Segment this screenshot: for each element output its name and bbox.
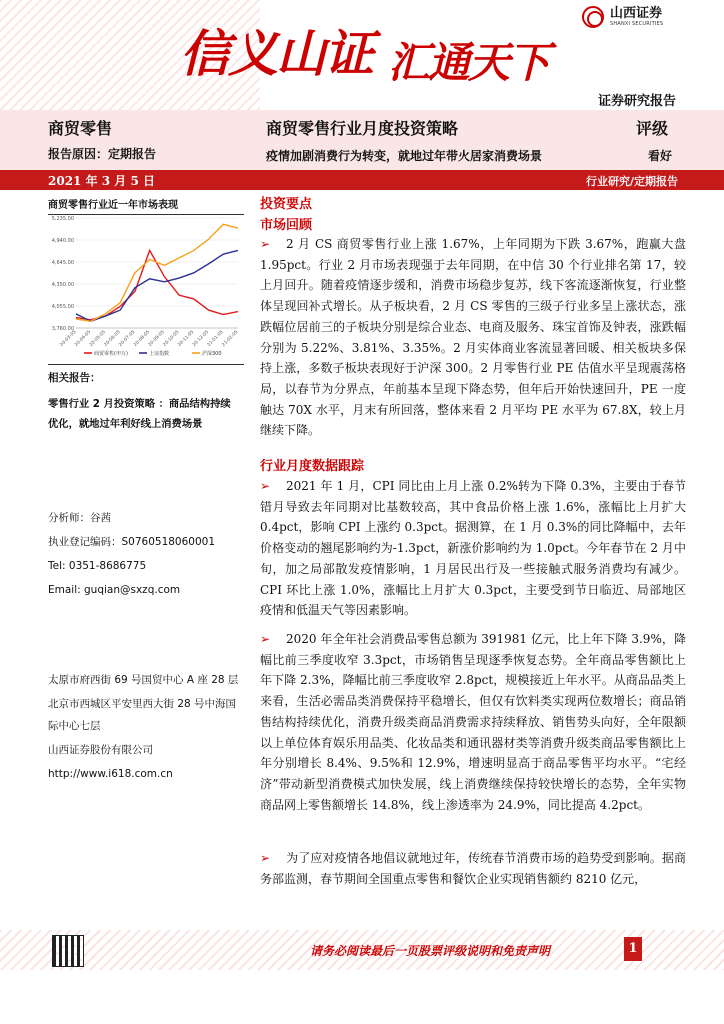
- y-tick-label: 5,235.00: [51, 216, 74, 222]
- report-title: 商贸零售行业月度投资策略: [266, 119, 459, 138]
- paragraph-text: 为了应对疫情各地倡议就地过年，传统春节消费市场的趋势受到影响。据商务部监测，春节期间全国重点零售和餐饮企业实现销售额约 8210 亿元，: [260, 851, 686, 886]
- x-tick-label: 20-04-05: [74, 329, 93, 348]
- disclaimer[interactable]: 请务必阅读最后一页股票评级说明和免责声明: [310, 944, 551, 958]
- triangle-right-icon: ➢: [260, 237, 271, 251]
- logo-name-en: SHANXI SECURITIES: [610, 21, 664, 27]
- market-performance-chart: [44, 210, 244, 360]
- x-tick-label: 21-02-05: [221, 329, 240, 348]
- related-report-line-1[interactable]: 零售行业 2 月投资策略 ：商品结构持续: [48, 398, 231, 410]
- triangle-right-icon: ➢: [260, 479, 271, 493]
- x-tick-label: 20-03-05: [59, 329, 78, 348]
- y-tick-label: 4,055.00: [51, 304, 74, 310]
- x-tick-label: 20-11-05: [177, 329, 196, 348]
- page-number: 1: [624, 937, 642, 961]
- x-tick-label: 20-05-05: [88, 329, 107, 348]
- legend-label: 上证指数: [149, 351, 170, 357]
- series-line: [76, 250, 238, 321]
- rating-label: 评级: [636, 119, 669, 138]
- address-line: 北京市西城区平安里西大街 28 号中海国: [48, 698, 237, 710]
- analyst-name: 分析师：谷茜: [48, 512, 111, 524]
- y-tick-label: 4,645.00: [51, 260, 74, 266]
- x-tick-label: 20-08-05: [133, 329, 152, 348]
- report-reason: 报告原因：定期报告: [48, 147, 157, 161]
- paragraph-retail-sales: [260, 629, 686, 815]
- slogan-primary: 信义山证: [180, 24, 372, 83]
- paragraph-text: 2 月 CS 商贸零售行业上涨 1.67%，上年同期为下跌 3.67%，跑赢大盘 1.95pct。行业 2 月市场表现强于去年同期，在中信 30 个行业排名第 17，较上月回升。随着疫情逐步缓和，消费市场稳步复苏，线下客流逐渐恢复，行业整体呈现回补式增长。从子板块看，2 月 CS 零售的三级子行业多呈上涨状态，涨跌幅位居前三的子板块分别是综合业态、电商及服务、珠宝首饰及钟表，涨跌幅分别为 5.22%、3.81%、3.35%。2 月实体商业客流显著回暖、相关板块多保持上涨，多数子板块表现好于沪深 300。2 月零售行业 PE 估值水平呈现震荡格局，以春节为分界点，年前基本呈现下降态势，但年后开始快速回升，PE 一度触达 70X 水平，月末有所回落，整体来看 2 月平均 PE 水平为 67.8X，较上月继续下降。: [260, 237, 686, 438]
- analyst-email[interactable]: Email: guqian@sxzq.com: [48, 584, 181, 596]
- legend-label: 沪深300: [202, 351, 222, 357]
- triangle-right-icon: ➢: [260, 851, 271, 865]
- y-tick-label: 4,940.00: [51, 238, 74, 244]
- triangle-right-icon: ➢: [260, 632, 271, 646]
- series-line: [76, 224, 238, 321]
- related-reports-label: 相关报告：: [48, 372, 101, 384]
- y-tick-label: 4,350.00: [51, 282, 74, 288]
- section-heading: 投资要点: [260, 197, 313, 212]
- paragraph-market-review: [260, 234, 686, 441]
- x-tick-label: 20-12-05: [191, 329, 210, 348]
- paragraph-text: 2021 年 1 月，CPI 同比由上月上涨 0.2%转为下降 0.3%，主要由于春节错月导致去年同期对比基数较高，其中食品价格上涨 1.6%，涨幅比上月扩大 0.4pct，影响 CPI 上涨约 0.3pct。据测算，在 1 月 0.3%的同比降幅中，去年价格变动的翘尾影响约为-1.3pct，新涨价影响约为 1.0pct。今年春节在 2 月中旬，加之局部散发疫情影响，1 月居民出行及一些接触式服务消费均有减少。CPI 环比上涨 1.0%，涨幅比上月扩大 0.3pct，主要受到节日临近、局部地区疫情和低温天气等因素影响。: [260, 479, 686, 618]
- paragraph-text: 2020 年全年社会消费品零售总额为 391981 亿元，比上年下降 3.9%，降幅比前三季度收窄 3.3pct，市场销售呈现逐季恢复态势。全年商品零售额比上年下降 2.3%，降幅比前三季度收窄 2.8pct，规模接近上年水平。从商品品类上来看，生活必需品类消费保持平稳增长，但仅有饮料类实现两位数增长；商品销售结构持续优化，消费升级类商品消费需求持续释放、销售势头向好，全年限额以上单位体育娱乐用品类、化妆品类和通讯器材类等消费升级类商品零售额比上年分别增长 8.4%、9.5%和 12.9%，增速明显高于商品零售平均水平。“宅经济”带动新型消费模式加快发展，线上消费继续保持较快增长的态势，全年实物商品网上零售额增长 14.8%，线上渗透率为 24.9%，同比提高 4.2pct。: [260, 632, 686, 812]
- x-tick-label: 21-01-05: [206, 329, 225, 348]
- analyst-tel: Tel: 0351-8686775: [48, 560, 147, 572]
- logo-name: 山西证券: [610, 6, 663, 21]
- paragraph-data-tracking: [260, 476, 686, 621]
- subsection-heading: 行业月度数据跟踪: [260, 459, 365, 474]
- related-report-line-2[interactable]: 优化，就地过年利好线上消费场景: [48, 418, 203, 430]
- company-logo: [582, 6, 663, 28]
- rating-value: 看好: [648, 149, 673, 163]
- analyst-license: 执业登记编码：S0760518060001: [48, 536, 216, 548]
- slogan-secondary: 汇通天下: [388, 38, 549, 87]
- y-tick-label: 3,760.00: [51, 326, 74, 332]
- x-tick-label: 20-07-05: [118, 329, 137, 348]
- report-date: 2021 年 3 月 5 日: [48, 174, 155, 188]
- address-line: 际中心七层: [48, 720, 101, 732]
- report-category: 行业研究/定期报告: [585, 175, 678, 188]
- address-line: 太原市府西街 69 号国贸中心 A 座 28 层: [48, 674, 239, 686]
- qr-code-icon[interactable]: [52, 935, 84, 967]
- chart-svg: [44, 210, 244, 360]
- paragraph-spring-festival: [260, 848, 686, 889]
- report-subtitle: 疫情加剧消费行为转变，就地过年带火居家消费场景: [266, 149, 543, 163]
- x-tick-label: 20-09-05: [147, 329, 166, 348]
- logo-icon: [582, 6, 604, 28]
- divider: [48, 364, 244, 365]
- subsection-heading: 市场回顾: [260, 218, 313, 233]
- report-type: 证券研究报告: [597, 94, 676, 109]
- company-website[interactable]: http://www.i618.com.cn: [48, 768, 173, 780]
- industry-label: 商贸零售: [48, 119, 113, 138]
- chart-title: 商贸零售行业近一年市场表现: [48, 196, 244, 215]
- x-tick-label: 20-10-05: [162, 329, 181, 348]
- legend-label: 商贸零售(申万): [94, 351, 128, 357]
- x-tick-label: 20-06-05: [103, 329, 122, 348]
- company-name: 山西证券股份有限公司: [48, 744, 153, 756]
- page-header: [0, 0, 724, 112]
